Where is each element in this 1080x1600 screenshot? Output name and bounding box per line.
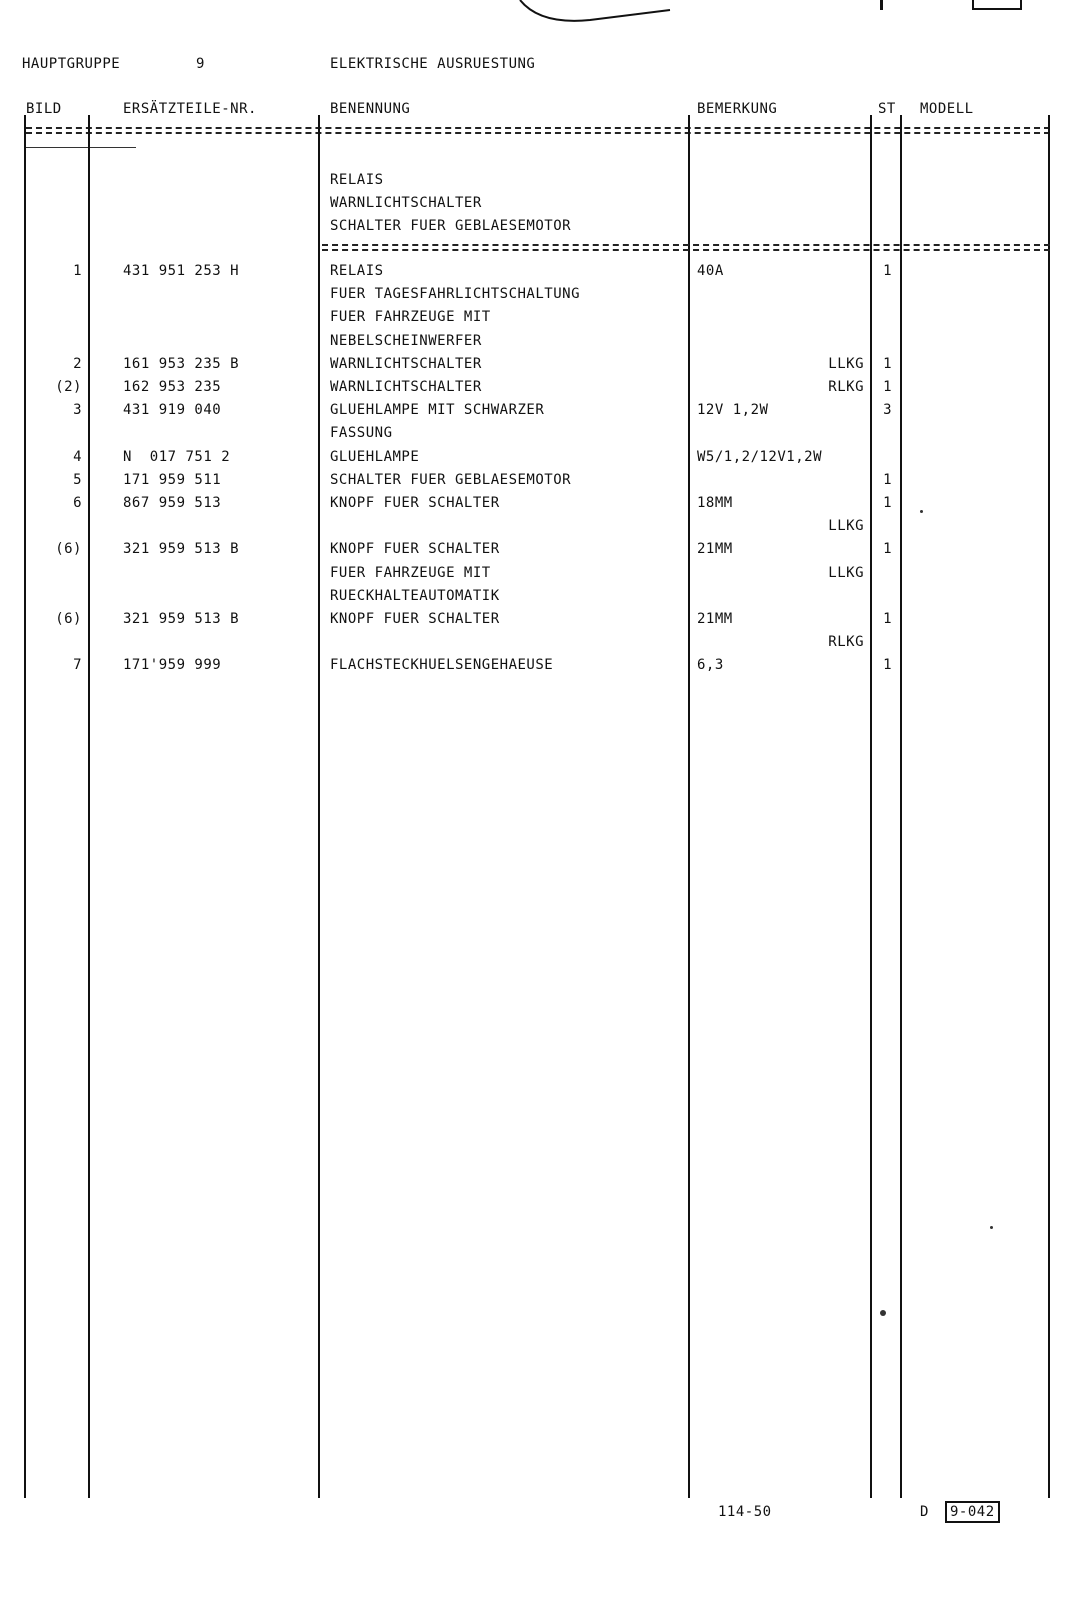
row-name: FUER FAHRZEUGE MIT [330, 565, 491, 581]
row-qty: 1 [883, 356, 892, 372]
row-part-number: N 017 751 2 [123, 449, 231, 465]
col-header-part-no: ERSÄTZTEILE-NR. [123, 101, 257, 117]
row-bild: 7 [73, 657, 82, 673]
row-qty: 3 [883, 402, 892, 418]
row-name: RELAIS [330, 263, 384, 279]
row-side: RLKG [828, 634, 864, 650]
col-header-name: BENENNUNG [330, 101, 411, 117]
row-bild: 2 [73, 356, 82, 372]
sheet-number: 9-042 [945, 1501, 1000, 1523]
row-bild: 5 [73, 472, 82, 488]
row-name: FUER FAHRZEUGE MIT [330, 309, 491, 325]
page-code: 114-50 [718, 1504, 772, 1520]
row-remark: 12V 1,2W [697, 402, 769, 418]
group-title: ELEKTRISCHE AUSRUESTUNG [330, 56, 536, 72]
col-header-model: MODELL [920, 101, 974, 117]
row-qty: 1 [883, 379, 892, 395]
row-remark: 40A [697, 263, 724, 279]
row-qty: 1 [883, 263, 892, 279]
row-qty: 1 [883, 541, 892, 557]
group-number: 9 [196, 56, 205, 72]
row-bild: (2) [55, 379, 82, 395]
row-qty: 1 [883, 657, 892, 673]
header-rule-top [26, 127, 1050, 131]
row-name: SCHALTER FUER GEBLAESEMOTOR [330, 472, 572, 488]
row-side: LLKG [828, 518, 864, 534]
row-name: KNOPF FUER SCHALTER [330, 541, 500, 557]
col-line-1 [24, 115, 26, 1498]
row-part-number: 161 953 235 B [123, 356, 240, 372]
row-remark: 18MM [697, 495, 733, 511]
row-remark: 21MM [697, 611, 733, 627]
row-name: FASSUNG [330, 425, 393, 441]
row-bild: 3 [73, 402, 82, 418]
row-name: FUER TAGESFAHRLICHTSCHALTUNG [330, 286, 581, 302]
col-header-remark: BEMERKUNG [697, 101, 778, 117]
bild-underline [26, 147, 136, 148]
scan-curve-mark [500, 0, 700, 30]
col-line-2 [88, 115, 90, 1498]
section-rule-top [322, 244, 1050, 248]
row-part-number: 162 953 235 [123, 379, 222, 395]
row-part-number: 431 919 040 [123, 402, 222, 418]
scan-speck [880, 1310, 886, 1316]
scan-speck [990, 1226, 993, 1229]
row-part-number: 171'959 999 [123, 657, 222, 673]
scan-mark [880, 0, 883, 10]
col-line-5 [870, 115, 872, 1498]
row-name: WARNLICHTSCHALTER [330, 356, 482, 372]
row-name: FLACHSTECKHUELSENGEHAEUSE [330, 657, 554, 673]
row-bild: (6) [55, 611, 82, 627]
row-name: KNOPF FUER SCHALTER [330, 495, 500, 511]
row-part-number: 321 959 513 B [123, 541, 240, 557]
group-label: HAUPTGRUPPE [22, 56, 121, 72]
col-header-bild: BILD [26, 101, 62, 117]
row-qty: 1 [883, 611, 892, 627]
row-part-number: 867 959 513 [123, 495, 222, 511]
section-rule-bottom [322, 249, 1050, 253]
col-line-6 [900, 115, 902, 1498]
col-line-3 [318, 115, 320, 1498]
section-title-1: RELAIS [330, 172, 384, 188]
row-side: LLKG [828, 565, 864, 581]
row-name: RUECKHALTEAUTOMATIK [330, 588, 500, 604]
row-part-number: 321 959 513 B [123, 611, 240, 627]
row-remark: 21MM [697, 541, 733, 557]
col-line-7 [1048, 115, 1050, 1498]
row-side: RLKG [828, 379, 864, 395]
row-name: GLUEHLAMPE [330, 449, 420, 465]
row-remark: 6,3 [697, 657, 724, 673]
row-name: KNOPF FUER SCHALTER [330, 611, 500, 627]
top-right-box [972, 0, 1022, 10]
col-header-qty: ST [878, 101, 896, 117]
row-part-number: 171 959 511 [123, 472, 222, 488]
row-name: WARNLICHTSCHALTER [330, 379, 482, 395]
row-name: GLUEHLAMPE MIT SCHWARZER [330, 402, 545, 418]
scan-speck [920, 510, 923, 513]
row-bild: 1 [73, 263, 82, 279]
row-qty: 1 [883, 472, 892, 488]
header-rule-bottom [26, 132, 1050, 136]
section-title-3: SCHALTER FUER GEBLAESEMOTOR [330, 218, 572, 234]
row-bild: (6) [55, 541, 82, 557]
language-code: D [920, 1504, 929, 1520]
row-name: NEBELSCHEINWERFER [330, 333, 482, 349]
row-qty: 1 [883, 495, 892, 511]
row-side: LLKG [828, 356, 864, 372]
col-line-4 [688, 115, 690, 1498]
row-part-number: 431 951 253 H [123, 263, 240, 279]
row-bild: 6 [73, 495, 82, 511]
section-title-2: WARNLICHTSCHALTER [330, 195, 482, 211]
row-bild: 4 [73, 449, 82, 465]
row-remark: W5/1,2/12V1,2W [697, 449, 823, 465]
